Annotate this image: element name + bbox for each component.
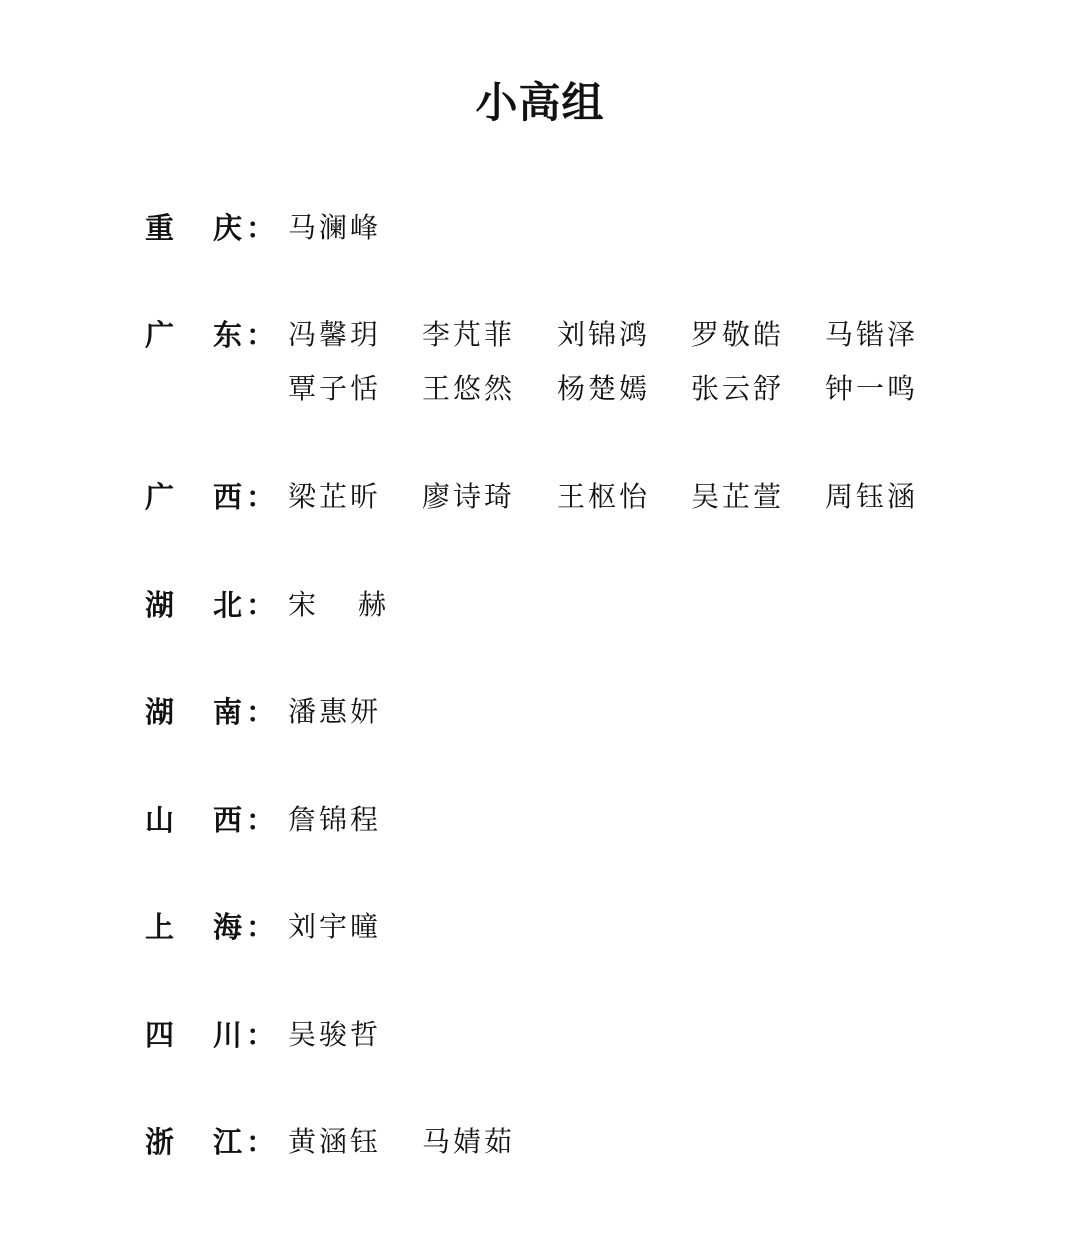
student-name: 李芃菲 xyxy=(422,318,516,351)
student-name: 冯馨玥 xyxy=(288,318,382,351)
student-name: 周钰涵 xyxy=(825,480,919,513)
region-char: 广 xyxy=(145,480,175,514)
label-colon: ： xyxy=(246,1018,276,1052)
page-title: 小高组 xyxy=(475,78,605,127)
region-label xyxy=(145,477,275,517)
student-name: 罗敬皓 xyxy=(691,318,785,351)
label-colon: ： xyxy=(246,695,276,729)
student-name: 刘锦鸿 xyxy=(557,318,651,351)
label-colon: ： xyxy=(246,588,276,622)
student-name: 王悠然 xyxy=(422,372,516,405)
student-name: 张云舒 xyxy=(691,372,785,405)
region-label xyxy=(145,315,275,355)
student-name: 黄涵钰 xyxy=(288,1125,382,1158)
region-char: 南 xyxy=(213,695,243,729)
label-colon: ： xyxy=(246,1125,276,1159)
label-colon: ： xyxy=(246,480,276,514)
region-char: 北 xyxy=(213,588,243,622)
student-name: 潘惠妍 xyxy=(288,695,382,728)
region-char: 重 xyxy=(145,211,175,245)
region-label xyxy=(145,1015,275,1055)
region-label xyxy=(145,585,275,625)
label-colon: ： xyxy=(246,910,276,944)
region-char: 川 xyxy=(213,1018,243,1052)
region-char: 广 xyxy=(145,318,175,352)
region-char: 湖 xyxy=(145,588,175,622)
label-colon: ： xyxy=(246,318,276,352)
region-char: 海 xyxy=(213,910,243,944)
region-char: 西 xyxy=(213,480,243,514)
region-label xyxy=(145,907,275,947)
region-char: 西 xyxy=(213,803,243,837)
region-char: 浙 xyxy=(145,1125,175,1159)
student-name: 马澜峰 xyxy=(288,211,382,244)
student-name: 杨楚嫣 xyxy=(557,372,651,405)
student-name: 马婧茹 xyxy=(422,1125,516,1158)
region-label xyxy=(145,1122,275,1162)
region-char: 江 xyxy=(213,1125,243,1159)
student-name: 钟一鸣 xyxy=(825,372,919,405)
student-name: 王枢怡 xyxy=(557,480,651,513)
region-char: 四 xyxy=(145,1018,175,1052)
student-name: 吴芷萱 xyxy=(691,480,785,513)
student-name: 马锴泽 xyxy=(825,318,919,351)
student-name: 覃子恬 xyxy=(288,372,382,405)
region-char: 湖 xyxy=(145,695,175,729)
label-colon: ： xyxy=(246,803,276,837)
region-label xyxy=(145,692,275,732)
student-name: 吴骏哲 xyxy=(288,1018,382,1051)
region-char: 东 xyxy=(213,318,243,352)
student-name: 梁芷昕 xyxy=(288,480,382,513)
region-label xyxy=(145,800,275,840)
label-colon: ： xyxy=(246,211,276,245)
student-name: 刘宇曈 xyxy=(288,910,382,943)
region-char: 庆 xyxy=(213,211,243,245)
student-name: 宋赫 xyxy=(288,588,429,621)
region-label xyxy=(145,208,275,248)
student-name: 詹锦程 xyxy=(288,803,382,836)
student-name: 廖诗琦 xyxy=(422,480,516,513)
region-char: 上 xyxy=(145,910,175,944)
region-char: 山 xyxy=(145,803,175,837)
